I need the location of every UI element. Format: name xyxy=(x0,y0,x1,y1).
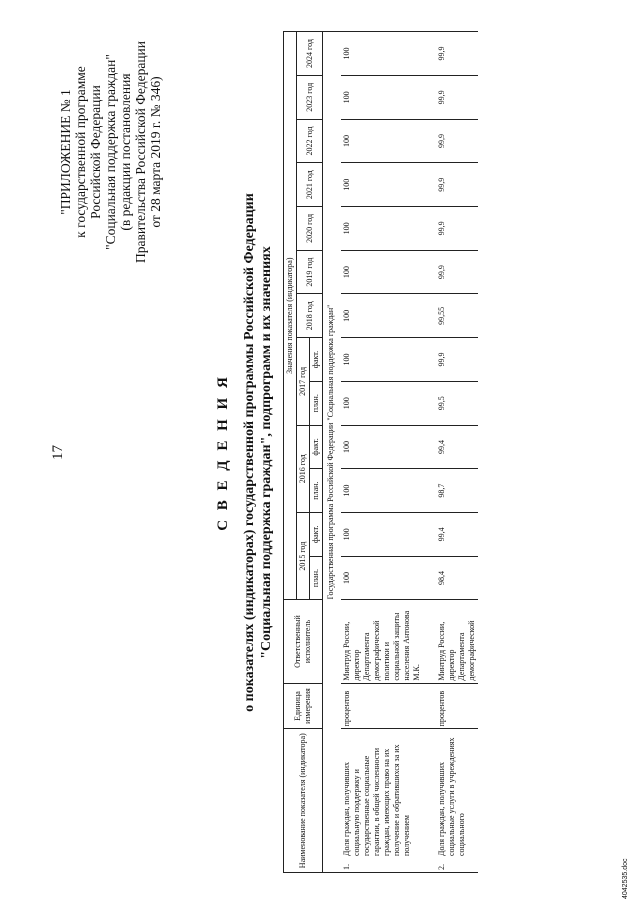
header-year-2017: 2017 год xyxy=(297,338,310,425)
unit-cell: процентов xyxy=(423,683,478,729)
value-2016-plan: 100 xyxy=(341,469,423,513)
appendix-line: (в редакции постановления xyxy=(118,73,133,231)
appendix-line: от 28 марта 2019 г. № 346) xyxy=(148,76,163,228)
value-2018: 99,55 xyxy=(423,294,478,338)
header-fact: факт. xyxy=(310,338,323,382)
value-2018: 100 xyxy=(341,294,423,338)
table-row xyxy=(423,32,478,873)
indicator-name: Доля граждан, получивших социальные услуги в учреждениях социального xyxy=(437,737,466,856)
value-2023: 100 xyxy=(341,75,423,119)
value-2016-fact: 100 xyxy=(341,425,423,469)
value-2017-plan: 99,5 xyxy=(423,381,478,425)
indicator-name-cell xyxy=(341,729,423,873)
value-2023: 99,9 xyxy=(423,75,478,119)
value-2020: 99,9 xyxy=(423,207,478,251)
value-2022: 100 xyxy=(341,119,423,163)
header-year-2018: 2018 год xyxy=(297,294,323,338)
appendix-line: Российской Федерации xyxy=(88,85,103,219)
title-main: С В Е Д Е Н И Я xyxy=(215,374,231,531)
header-year-2022: 2022 год xyxy=(297,119,323,163)
page-number: 17 xyxy=(50,445,66,460)
value-2020: 100 xyxy=(341,207,423,251)
header-year-2019: 2019 год xyxy=(297,250,323,294)
header-plan: план. xyxy=(310,469,323,513)
appendix-stamp xyxy=(58,27,163,277)
header-plan: план. xyxy=(310,381,323,425)
value-2019: 99,9 xyxy=(423,250,478,294)
table-row xyxy=(341,32,423,873)
value-2015-fact: 100 xyxy=(341,512,423,556)
section-heading: Государственная программа Российской Федерации "Социальная поддержка граждан" xyxy=(323,32,342,873)
header-fact: факт. xyxy=(310,425,323,469)
title-line: о показателях (индикаторах) государственной программы Российской Федерации xyxy=(242,193,257,712)
header-fact: факт. xyxy=(310,512,323,556)
value-2015-fact: 99,4 xyxy=(423,512,478,556)
document-file-id: 4042535.doc xyxy=(622,858,629,899)
appendix-line: "ПРИЛОЖЕНИЕ № 1 xyxy=(58,89,73,215)
document-title xyxy=(215,110,275,795)
title-line: "Социальная поддержка граждан", подпрограмм и их значениях xyxy=(259,246,274,659)
value-2015-plan: 100 xyxy=(341,556,423,600)
indicator-name: Доля граждан, получивших социальную поддержку и государственные социальные гарантии, в общей численности граждан, имеющих право на их получение и обратившихся за их получением xyxy=(342,744,411,856)
header-values-group: Значения показателя (индикатора) xyxy=(284,32,297,600)
value-2024: 100 xyxy=(341,32,423,76)
appendix-line: Правительства Российской Федерации xyxy=(133,41,148,263)
value-2024: 99,9 xyxy=(423,32,478,76)
header-year-2024: 2024 год xyxy=(297,32,323,76)
header-plan: план. xyxy=(310,556,323,600)
header-year-2016: 2016 год xyxy=(297,425,310,512)
header-responsible: Ответственный исполнитель xyxy=(284,600,323,683)
appendix-line: "Социальная поддержка граждан" xyxy=(103,54,118,250)
value-2017-plan: 100 xyxy=(341,381,423,425)
appendix-line: к государственной программе xyxy=(73,66,88,238)
value-2019: 100 xyxy=(341,250,423,294)
indicator-name-cell xyxy=(423,729,478,873)
row-number: 1. xyxy=(342,864,351,870)
header-year-2023: 2023 год xyxy=(297,75,323,119)
row-number: 2. xyxy=(437,864,446,870)
value-2017-fact: 99,9 xyxy=(423,338,478,382)
header-unit: Единица измерения xyxy=(284,683,323,729)
responsible-cell: Минтруд России, директор Департамента демографической xyxy=(423,600,478,683)
value-2021: 99,9 xyxy=(423,163,478,207)
value-2016-plan: 98,7 xyxy=(423,469,478,513)
responsible-cell: Минтруд России, директор Департамента демографической политики и социальной защиты населения Антонова М.К. xyxy=(341,600,423,683)
header-year-2020: 2020 год xyxy=(297,207,323,251)
value-2016-fact: 99,4 xyxy=(423,425,478,469)
value-2017-fact: 100 xyxy=(341,338,423,382)
value-2022: 99,9 xyxy=(423,119,478,163)
value-2021: 100 xyxy=(341,163,423,207)
value-2015-plan: 98,4 xyxy=(423,556,478,600)
unit-cell: процентов xyxy=(341,683,423,729)
indicators-table xyxy=(283,31,478,873)
header-name: Наименование показателя (индикатора) xyxy=(284,729,323,873)
header-year-2015: 2015 год xyxy=(297,512,310,599)
header-year-2021: 2021 год xyxy=(297,163,323,207)
